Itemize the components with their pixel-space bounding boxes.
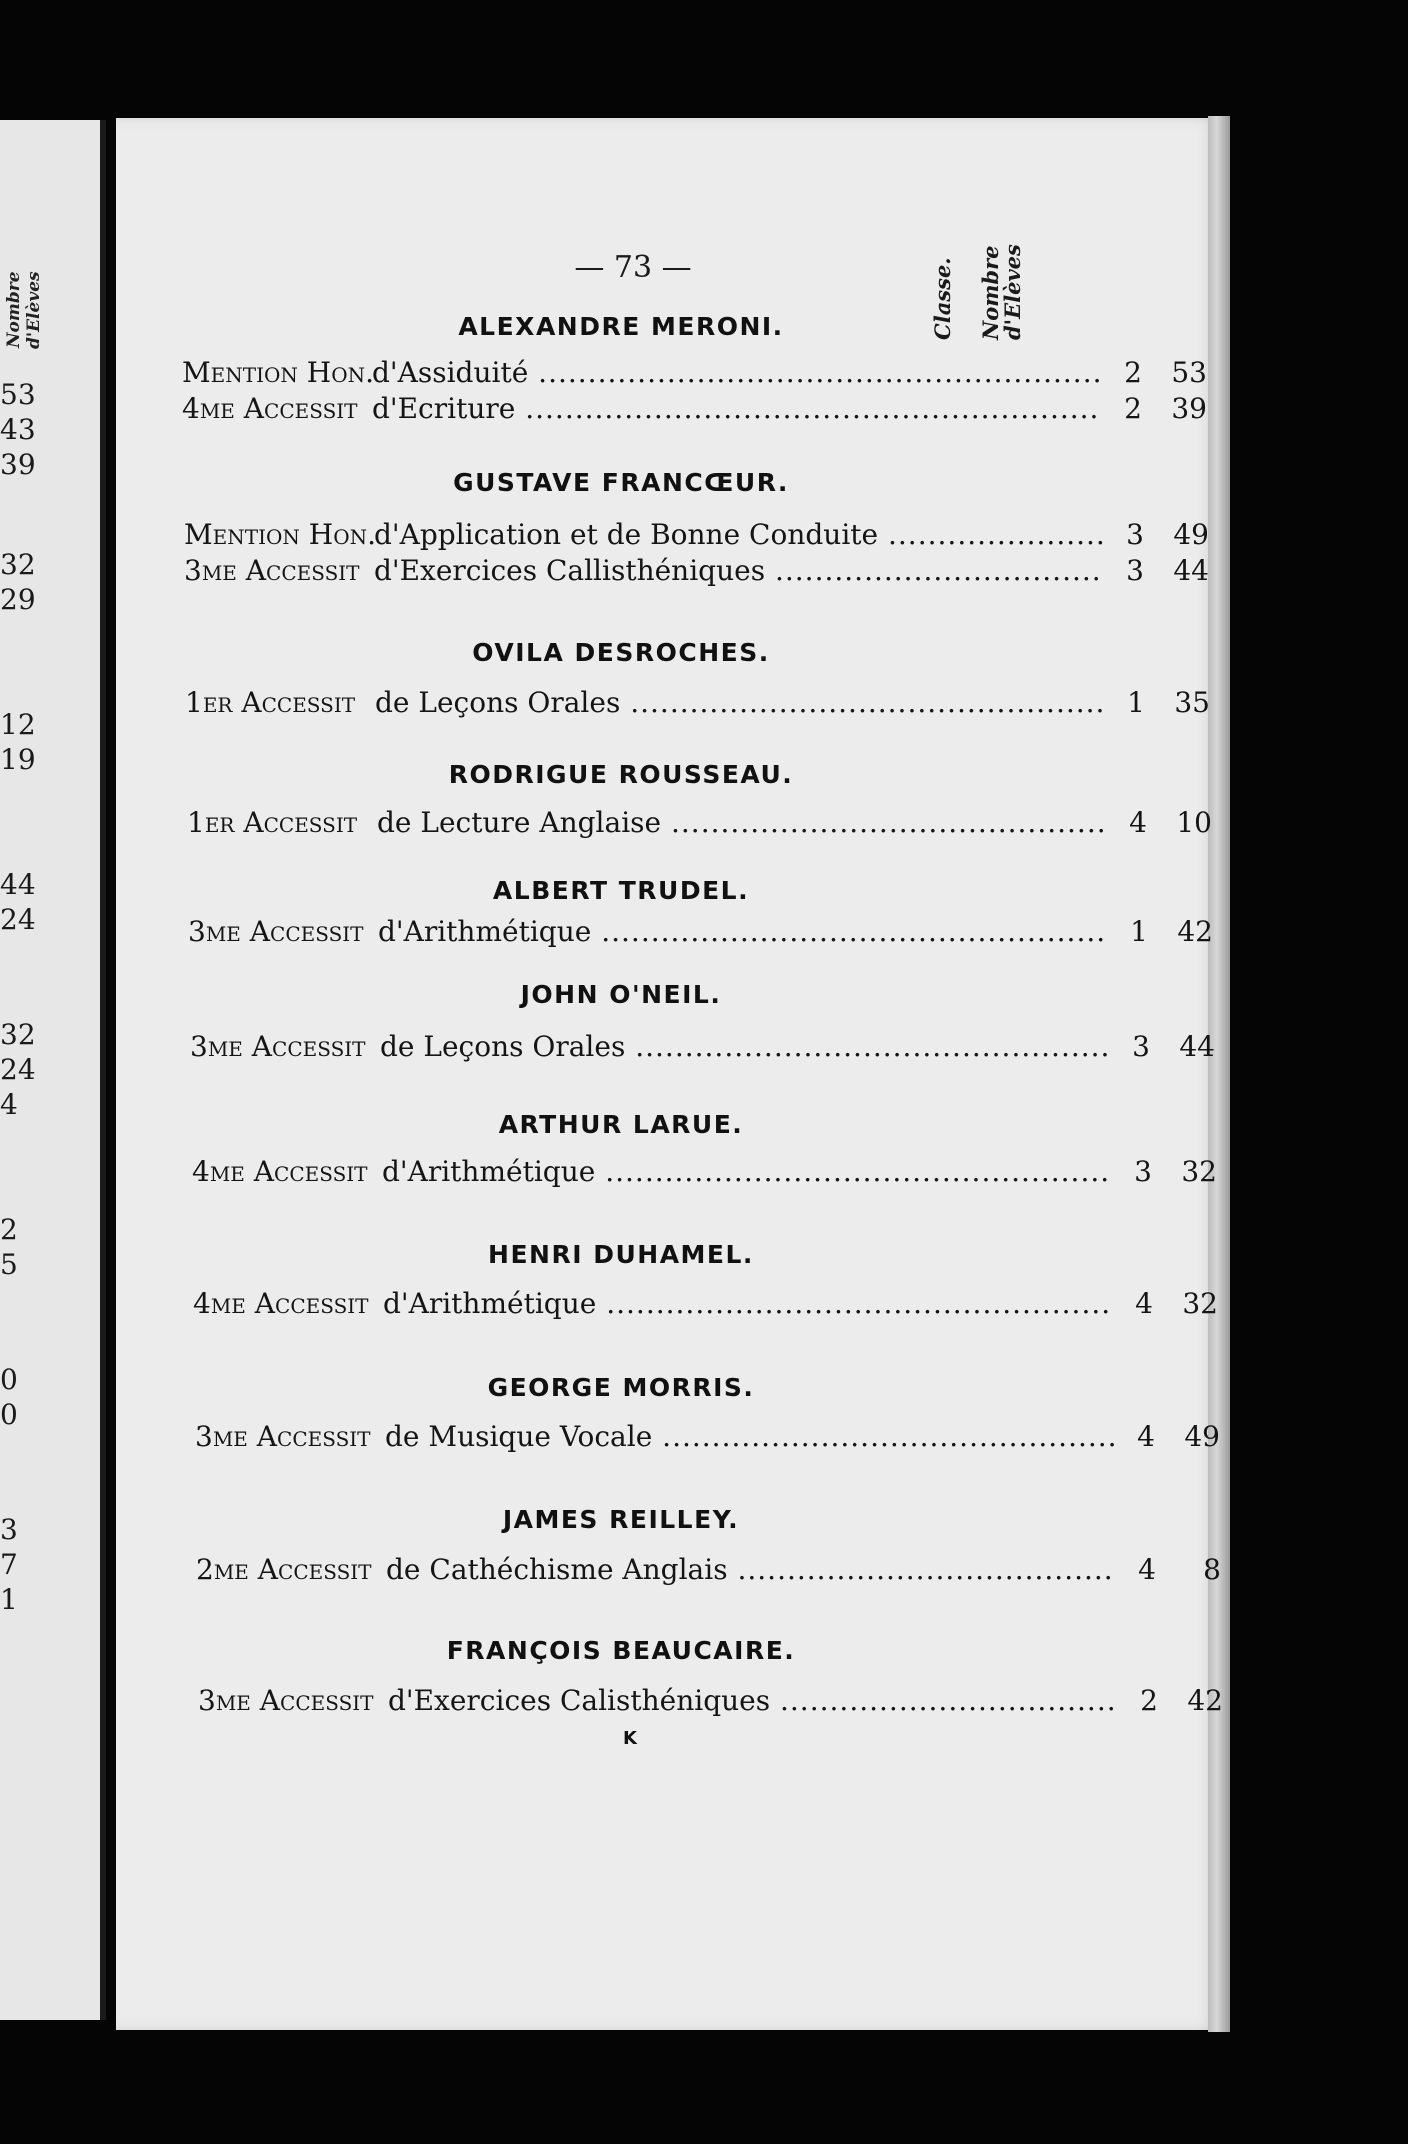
award-subject: de Leçons Orales ..... (380, 1030, 1110, 1063)
award-subject: d'Ecriture ..... (372, 392, 1102, 425)
award-classe: 3 (1126, 518, 1144, 551)
award-classe: 2 (1140, 1684, 1158, 1717)
page-number: — 73 — (574, 250, 692, 285)
award-rank: 4me Accessit (192, 1155, 368, 1188)
award-classe: 3 (1132, 1030, 1150, 1063)
award-subject: de Lecture Anglaise ..... (377, 806, 1107, 839)
award-subject: d'Exercices Callisthéniques ..... (374, 554, 1104, 587)
student-name: ARTHUR LARUE. (498, 1110, 744, 1139)
left-page-number: 53 (0, 378, 36, 411)
student-name: GUSTAVE FRANCŒUR. (453, 468, 789, 497)
student-name: GEORGE MORRIS. (487, 1373, 755, 1402)
award-classe: 1 (1130, 915, 1148, 948)
left-page-number: 44 (0, 868, 36, 901)
award-rank: Mention Hon. (182, 356, 375, 389)
left-page-fragment (0, 120, 106, 2020)
signature-mark: K (623, 1728, 637, 1749)
award-rank: 3me Accessit (195, 1420, 371, 1453)
award-rank: 2me Accessit (196, 1553, 372, 1586)
award-nombre: 44 (1179, 1030, 1215, 1063)
left-page-number: 39 (0, 448, 36, 481)
left-page-number: 5 (0, 1248, 18, 1281)
award-nombre: 39 (1171, 392, 1207, 425)
left-page-number: 32 (0, 548, 36, 581)
award-row (190, 1030, 1215, 1064)
left-page-number: 12 (0, 708, 36, 741)
award-subject: d'Arithmétique ..... (382, 1155, 1112, 1188)
award-subject: d'Assiduité ..... (372, 356, 1102, 389)
left-page-column-header: Nombre d'Elèves (4, 271, 44, 349)
student-name: FRANÇOIS BEAUCAIRE. (446, 1636, 796, 1665)
left-page-number: 32 (0, 1018, 36, 1051)
award-nombre: 35 (1174, 686, 1210, 719)
award-nombre: 49 (1173, 518, 1209, 551)
left-page-number: 1 (0, 1583, 18, 1616)
award-nombre: 53 (1171, 356, 1207, 389)
award-nombre: 42 (1177, 915, 1213, 948)
award-subject: d'Application et de Bonne Conduite ..... (374, 518, 1104, 551)
award-classe: 3 (1134, 1155, 1152, 1188)
award-row (198, 1684, 1223, 1718)
award-subject: de Cathéchisme Anglais ..... (386, 1553, 1116, 1586)
left-page-number: 4 (0, 1088, 18, 1121)
column-header-classe: Classe. (930, 257, 955, 340)
award-subject: de Musique Vocale ..... (385, 1420, 1115, 1453)
student-name: HENRI DUHAMEL. (488, 1240, 754, 1269)
award-subject: d'Arithmétique ..... (383, 1287, 1113, 1320)
award-classe: 4 (1138, 1553, 1156, 1586)
award-classe: 2 (1124, 356, 1142, 389)
award-classe: 4 (1135, 1287, 1153, 1320)
award-row (182, 356, 1207, 390)
left-page-number: 24 (0, 903, 36, 936)
award-nombre: 42 (1187, 1684, 1223, 1717)
award-rank: 4me Accessit (193, 1287, 369, 1320)
award-rank: 3me Accessit (198, 1684, 374, 1717)
award-rank: Mention Hon. (184, 518, 377, 551)
column-header-nombre-eleves: Nombre d'Elèves (978, 244, 1025, 340)
left-page-number: 0 (0, 1398, 18, 1431)
award-nombre: 49 (1184, 1420, 1220, 1453)
award-rank: 1er Accessit (185, 686, 356, 719)
award-row (187, 806, 1212, 840)
award-classe: 4 (1137, 1420, 1155, 1453)
award-row (184, 518, 1209, 552)
award-rank: 3me Accessit (190, 1030, 366, 1063)
award-rank: 4me Accessit (182, 392, 358, 425)
left-page-number: 29 (0, 583, 36, 616)
left-page-number: 0 (0, 1363, 18, 1396)
left-page-number: 7 (0, 1548, 18, 1581)
award-nombre: 44 (1173, 554, 1209, 587)
award-classe: 4 (1129, 806, 1147, 839)
student-name: JOHN O'NEIL. (520, 980, 722, 1009)
page-edge (1208, 116, 1230, 2032)
award-classe: 3 (1126, 554, 1144, 587)
award-row (182, 392, 1207, 426)
student-name: OVILA DESROCHES. (472, 638, 770, 667)
award-nombre: 10 (1176, 806, 1212, 839)
student-name: RODRIGUE ROUSSEAU. (448, 760, 794, 789)
student-name: ALBERT TRUDEL. (492, 876, 750, 905)
left-page-number: 3 (0, 1513, 18, 1546)
student-name: ALEXANDRE MERONI. (458, 312, 784, 341)
award-nombre: 32 (1181, 1155, 1217, 1188)
award-row (192, 1155, 1217, 1189)
award-nombre: 8 (1203, 1553, 1221, 1586)
left-page-number: 2 (0, 1213, 18, 1246)
left-page-number: 24 (0, 1053, 36, 1086)
left-page-number: 43 (0, 413, 36, 446)
award-classe: 1 (1127, 686, 1145, 719)
award-subject: d'Exercices Calisthéniques ..... (388, 1684, 1118, 1717)
award-rank: 3me Accessit (184, 554, 360, 587)
award-row (195, 1420, 1220, 1454)
award-row (184, 554, 1209, 588)
award-row (196, 1553, 1221, 1587)
award-row (185, 686, 1210, 720)
left-page-number: 19 (0, 743, 36, 776)
award-nombre: 32 (1182, 1287, 1218, 1320)
award-rank: 3me Accessit (188, 915, 364, 948)
award-rank: 1er Accessit (187, 806, 358, 839)
award-row (188, 915, 1213, 949)
award-row (193, 1287, 1218, 1321)
student-name: JAMES REILLEY. (502, 1505, 740, 1534)
award-subject: de Leçons Orales ..... (375, 686, 1105, 719)
award-classe: 2 (1124, 392, 1142, 425)
award-subject: d'Arithmétique ..... (378, 915, 1108, 948)
